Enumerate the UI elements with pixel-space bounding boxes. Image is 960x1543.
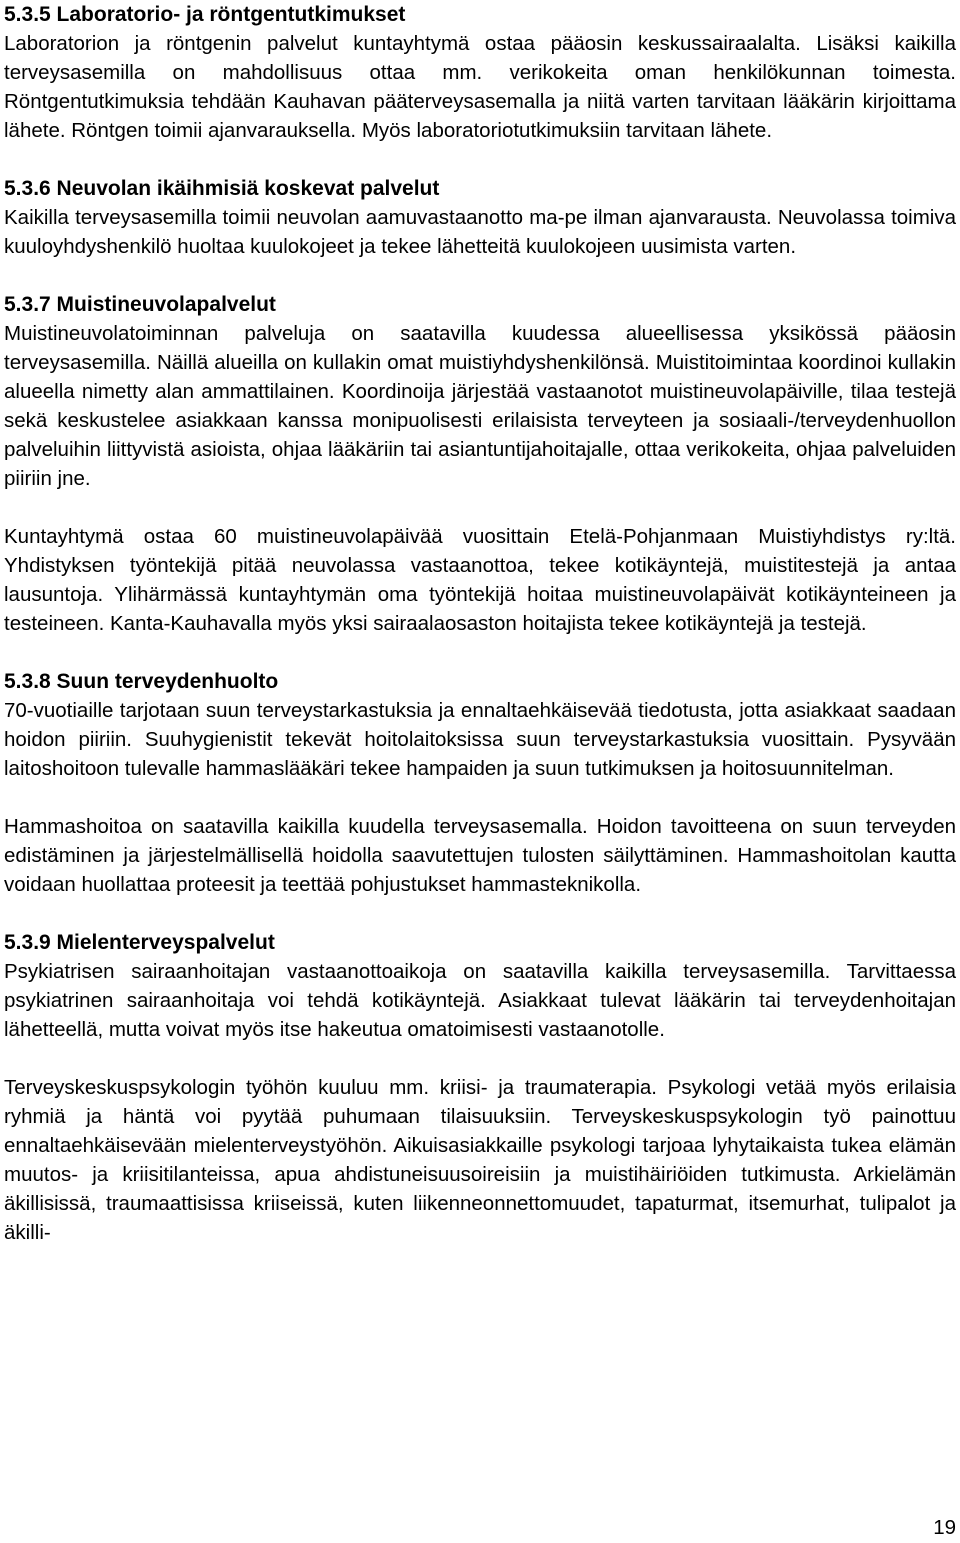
section-heading: 5.3.5 Laboratorio- ja röntgentutkimukset	[4, 3, 406, 26]
paragraph: Laboratorion ja röntgenin palvelut kuntayhtymä ostaa pääosin keskussairaalalta. Lisäksi kaikilla terveysasemilla on mahdollisuus ottaa mm. verikokeita oman henkilökunnan toimesta. Röntgentutkimuksia tehdään Kauhavan pääterveysasemalla ja niitä varten tarvitaan lääkärin kirjoittama lähete. Röntgen toimii ajanvarauksella. Myös laboratoriotutkimuksiin tarvitaan lähete.	[4, 32, 956, 142]
paragraph: Hammashoitoa on saatavilla kaikilla kuudella terveysasemalla. Hoidon tavoitteena on suun terveyden edistäminen ja järjestelmällisellä hoidolla saavutettujen tulosten säilyttäminen. Hammashoitolan kautta voidaan huollattaa proteesit ja teettää pohjustukset hammasteknikolla.	[4, 815, 956, 896]
section-oral-health	[4, 667, 956, 899]
section-mental-health	[4, 928, 956, 1247]
section-heading: 5.3.6 Neuvolan ikäihmisiä koskevat palvelut	[4, 177, 440, 200]
section-memory-clinic	[4, 290, 956, 638]
document-page	[4, 0, 956, 1247]
paragraph: Muistineuvolatoiminnan palveluja on saatavilla kuudessa alueellisessa yksikössä pääosin terveysasemilla. Näillä alueilla on kullakin omat muistiyhdyshenkilönsä. Muistitoimintaa koordinoi kullakin alueella nimetty alan ammattilainen. Koordinoija järjestää vastaanotot muistineuvolapäiville, tilaa testejä sekä keskustelee asiakkaan kanssa monipuolisesti erilaisista terveyteen ja sosiaali-/terveydenhuollon palveluihin liittyvistä asioista, ohjaa lääkäriin tai asiantuntijahoitajalle, ottaa verikokeita, ohjaa palveluiden piiriin jne.	[4, 322, 956, 490]
paragraph: Psykiatrisen sairaanhoitajan vastaanottoaikoja on saatavilla kaikilla terveysasemilla. Tarvittaessa psykiatrinen sairaanhoitaja voi tehdä kotikäyntejä. Asiakkaat tulevat lääkärin tai terveydenhoitajan lähetteellä, mutta voivat myös itse hakeutua omatoimisesti vastaanotolle.	[4, 960, 956, 1041]
section-clinic-services	[4, 174, 956, 261]
section-heading: 5.3.7 Muistineuvolapalvelut	[4, 293, 276, 316]
section-heading: 5.3.9 Mielenterveyspalvelut	[4, 931, 275, 954]
page-number: 19	[933, 1516, 956, 1539]
section-laboratory-xray	[4, 0, 956, 145]
paragraph: Kaikilla terveysasemilla toimii neuvolan aamuvastaanotto ma-pe ilman ajanvarausta. Neuvolassa toimiva kuuloyhdyshenkilö huoltaa kuulokojeet ja tekee lähetteitä kuulokojeen uusimista varten.	[4, 206, 956, 258]
section-heading: 5.3.8 Suun terveydenhuolto	[4, 670, 279, 693]
paragraph: Kuntayhtymä ostaa 60 muistineuvolapäivää vuosittain Etelä-Pohjanmaan Muistiyhdistys ry:ltä. Yhdistyksen työntekijä pitää neuvolassa vastaanottoa, tekee kotikäyntejä, muistitestejä ja antaa lausuntoja. Ylihärmässä kuntayhtymän oma työntekijä hoitaa muistineuvolapäivät kotikäynteineen ja testeineen. Kanta-Kauhavalla myös yksi sairaalaosaston hoitajista tekee kotikäyntejä ja testejä.	[4, 525, 956, 635]
paragraph: 70-vuotiaille tarjotaan suun terveystarkastuksia ja ennaltaehkäisevää tiedotusta, jotta asiakkaat saadaan hoidon piiriin. Suuhygienistit tekevät hoitolaitoksissa suun terveystarkastuksia vuosittain. Pysyvään laitoshoitoon tulevalle hammaslääkäri tekee hampaiden ja suun tutkimuksen ja hoitosuunnitelman.	[4, 699, 956, 780]
paragraph: Terveyskeskuspsykologin työhön kuuluu mm. kriisi- ja traumaterapia. Psykologi vetää myös erilaisia ryhmiä ja häntä voi pyytää puhumaan tilaisuuksiin. Terveyskeskuspsykologin työ painottuu ennaltaehkäisevään mielenterveystyöhön. Aikuisasiakkaille psykologi tarjoaa lyhytaikaista tukea elämän muutos- ja kriisitilanteissa, apua ahdistuneisuusoireisiin ja muistihäiriöiden tutkimusta. Arkielämän äkillisissä, traumaattisissa kriiseissä, kuten liikenneonnettomuudet, tapaturmat, itsemurhat, tulipalot ja äkilli-	[4, 1076, 956, 1244]
